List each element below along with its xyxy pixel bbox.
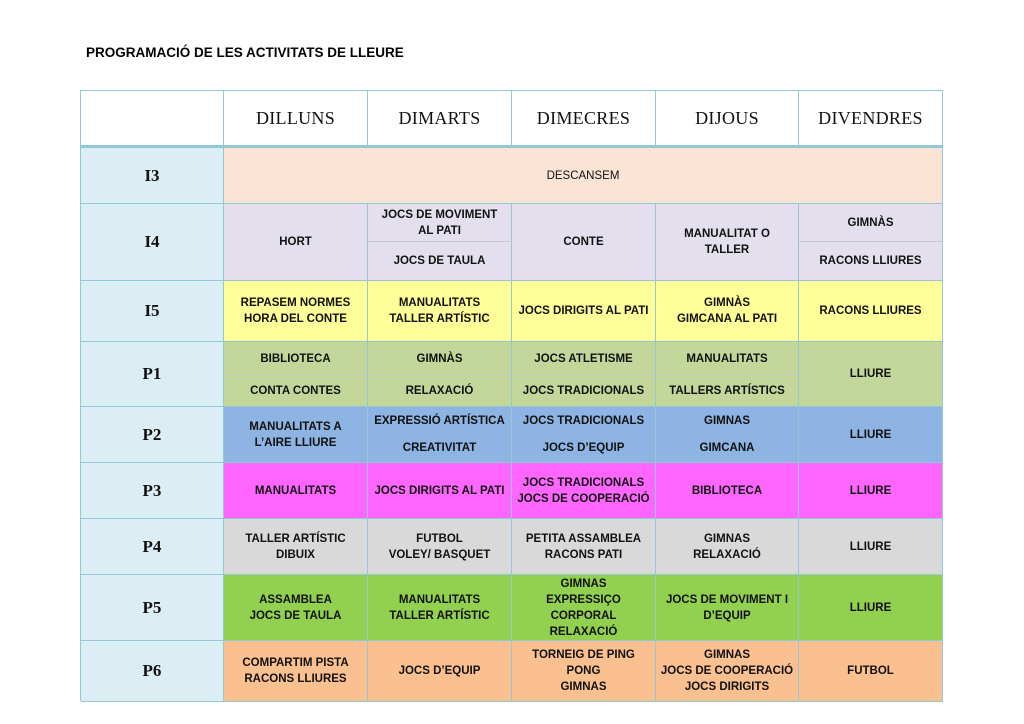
activity-cell: JOCS TRADICIONALS JOCS DE COOPERACIÓ xyxy=(512,463,656,519)
group-label-p5: P5 xyxy=(81,575,224,641)
day-header-dimarts: DIMARTS xyxy=(368,91,512,148)
activity-cell: COMPARTIM PISTA RACONS LLIURES xyxy=(224,641,368,702)
activity-cell: JOCS DE MOVIMENT I D’EQUIP xyxy=(656,575,799,641)
activity-cell: MANUALITAT O TALLER xyxy=(656,204,799,281)
corner-cell xyxy=(81,91,224,148)
activity-cell: JOCS TRADICIONALS xyxy=(512,407,656,434)
activity-cell: MANUALITATS xyxy=(224,463,368,519)
activity-cell: LLIURE xyxy=(799,407,943,463)
activity-cell: GIMNÀS xyxy=(368,342,512,376)
day-header-dilluns: DILLUNS xyxy=(224,91,368,148)
activity-cell: JOCS DIRIGITS AL PATI xyxy=(368,463,512,519)
activity-cell: LLIURE xyxy=(799,575,943,641)
activities-table xyxy=(80,90,943,701)
activity-cell: JOCS TRADICIONALS xyxy=(512,376,656,407)
activity-cell: JOCS DE MOVIMENT AL PATI xyxy=(368,204,512,242)
activity-cell: GIMNAS EXPRESSIÇO CORPORAL RELAXACIÓ xyxy=(512,575,656,641)
activity-cell: ASSAMBLEA JOCS DE TAULA xyxy=(224,575,368,641)
activity-cell: JOCS ATLETISME xyxy=(512,342,656,376)
activity-cell: GIMNÀS GIMCANA AL PATI xyxy=(656,281,799,342)
activity-cell: PETITA ASSAMBLEA RACONS PATI xyxy=(512,519,656,575)
activity-cell: LLIURE xyxy=(799,519,943,575)
day-header-divendres: DIVENDRES xyxy=(799,91,943,148)
activity-cell: FUTBOL xyxy=(799,641,943,702)
activity-cell: EXPRESSIÓ ARTÍSTICA xyxy=(368,407,512,434)
activity-cell: JOCS D’EQUIP xyxy=(368,641,512,702)
activity-cell: CONTA CONTES xyxy=(224,376,368,407)
group-label-i4: I4 xyxy=(81,204,224,281)
activity-cell: TORNEIG DE PING PONG GIMNAS xyxy=(512,641,656,702)
day-header-dijous: DIJOUS xyxy=(656,91,799,148)
activity-cell: LLIURE xyxy=(799,342,943,407)
activity-cell: GIMCANA xyxy=(656,434,799,463)
page-title: PROGRAMACIÓ DE LES ACTIVITATS DE LLEURE xyxy=(86,45,404,60)
activity-cell: GIMNAS JOCS DE COOPERACIÓ JOCS DIRIGITS xyxy=(656,641,799,702)
activity-cell: JOCS DE TAULA xyxy=(368,242,512,281)
activity-cell: LLIURE xyxy=(799,463,943,519)
activity-cell: CREATIVITAT xyxy=(368,434,512,463)
group-label-p3: P3 xyxy=(81,463,224,519)
activity-cell: BIBLIOTECA xyxy=(224,342,368,376)
day-header-dimecres: DIMECRES xyxy=(512,91,656,148)
activity-cell: GIMNAS RELAXACIÓ xyxy=(656,519,799,575)
activity-cell: CONTE xyxy=(512,204,656,281)
group-label-p6: P6 xyxy=(81,641,224,702)
group-label-i5: I5 xyxy=(81,281,224,342)
group-label-p2: P2 xyxy=(81,407,224,463)
activity-cell: DESCANSEM xyxy=(224,148,943,204)
activity-cell: HORT xyxy=(224,204,368,281)
activity-cell: MANUALITATS A L’AIRE LLIURE xyxy=(224,407,368,463)
activity-cell: RACONS LLIURES xyxy=(799,242,943,281)
activity-cell: JOCS DIRIGITS AL PATI xyxy=(512,281,656,342)
activity-cell: GIMNÀS xyxy=(799,204,943,242)
group-label-i3: I3 xyxy=(81,148,224,204)
activity-cell: JOCS D’EQUIP xyxy=(512,434,656,463)
group-label-p4: P4 xyxy=(81,519,224,575)
activity-cell: RACONS LLIURES xyxy=(799,281,943,342)
activity-cell: TALLER ARTÍSTIC DIBUIX xyxy=(224,519,368,575)
activity-cell: REPASEM NORMES HORA DEL CONTE xyxy=(224,281,368,342)
activity-cell: GIMNAS xyxy=(656,407,799,434)
group-label-p1: P1 xyxy=(81,342,224,407)
activity-cell: TALLERS ARTÍSTICS xyxy=(656,376,799,407)
activity-cell: FUTBOL VOLEY/ BASQUET xyxy=(368,519,512,575)
activity-cell: MANUALITATS TALLER ARTÍSTIC xyxy=(368,281,512,342)
activity-cell: MANUALITATS xyxy=(656,342,799,376)
activity-cell: BIBLIOTECA xyxy=(656,463,799,519)
activity-cell: MANUALITATS TALLER ARTÍSTIC xyxy=(368,575,512,641)
activity-cell: RELAXACIÓ xyxy=(368,376,512,407)
